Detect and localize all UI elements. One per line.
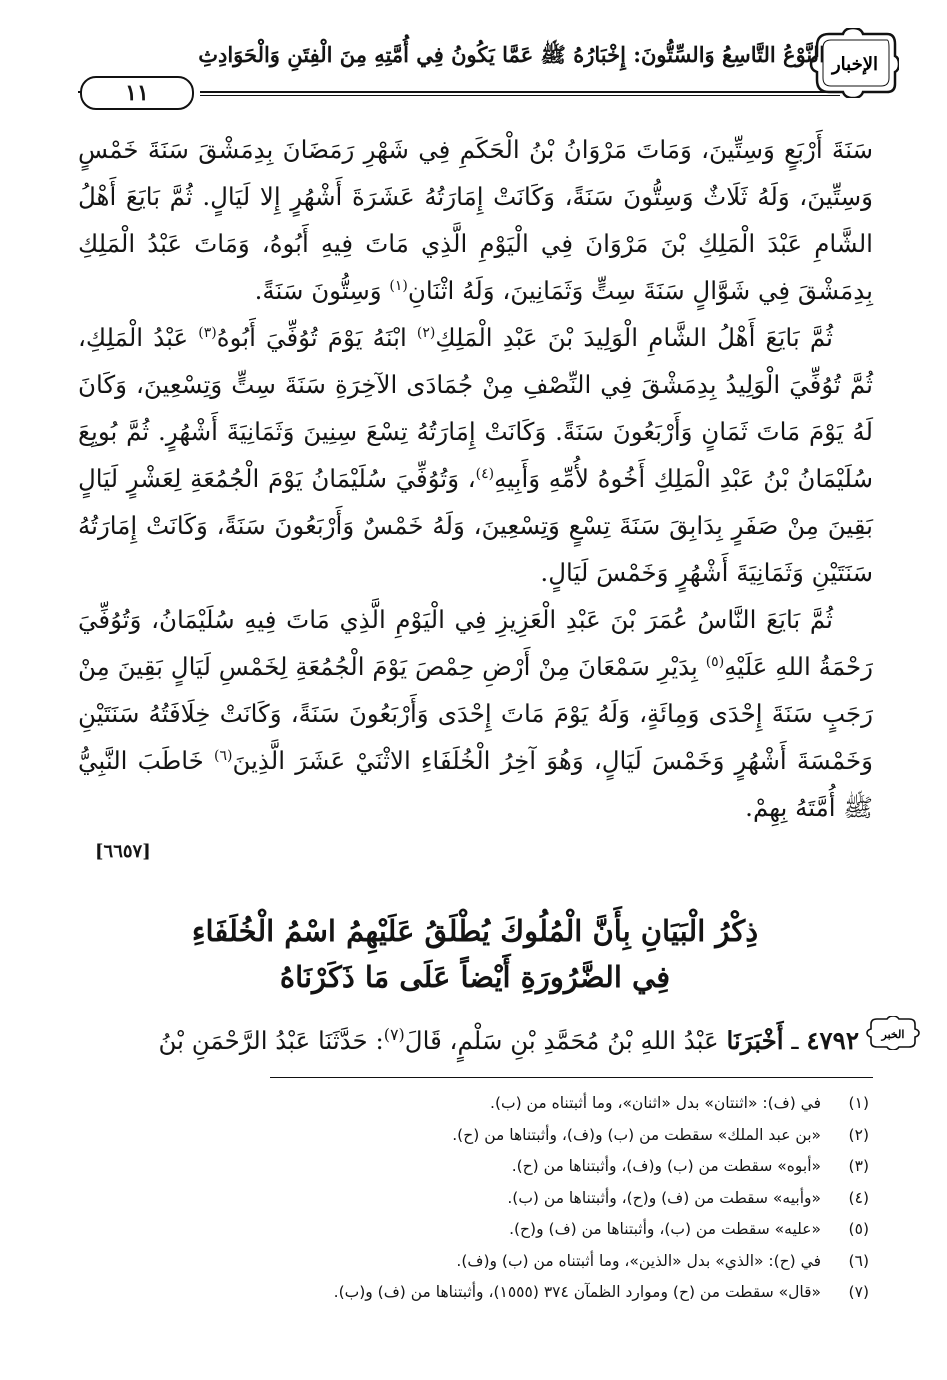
footnote-ref-4: (٤) bbox=[475, 465, 495, 482]
footnote-ref-7: (٧) bbox=[383, 1025, 405, 1044]
header-rule-thin bbox=[200, 95, 840, 96]
paragraph-2: ثُمَّ بَايَعَ أَهْلُ الشَّامِ الْوَلِيدَ بْنَ عَبْدِ الْمَلِكِ$^{(٢)}$ ابْنَهُ يَوْمَ تُوُفِّيَ أَبُوهُ$^{(٣)}$ عَبْدُ الْمَلِكِ، ثُمَّ تُوُفِّيَ الْوَلِيدُ بِدِمَشْقَ فِي النِّصْفِ مِنْ جُمَادَى الآخِرَةِ سَنَةَ سِتٍّ وَتِسْعِينَ، وَكَانَ لَهُ يَوْمَ مَاتَ ثَمَانٍ وَأَرْبَعُونَ سَنَةً. وَكَانَتْ إِمَارَتُهُ تِسْعَ سِنِينَ وَثَمَانِيَةَ أَشْهُرٍ. ثُمَّ بُويِعَ سُلَيْمَانُ بْنُ عَبْدِ الْمَلِكِ أَخُوهُ لأُمِّهِ وَأَبِيهِ$^{(٤)}$، وَتُوُفِّيَ سُلَيْمَانُ يَوْمَ الْجُمُعَةِ لِعَشْرٍ لَيَالٍ بَقِينَ مِنْ صَفَرٍ بِدَابِقَ سَنَةَ تِسْعٍ وَتِسْعِينَ، وَلَهُ خَمْسٌ وَأَرْبَعُونَ سَنَةً، وَكَانَتْ إِمَارَتُهُ سَنَتَيْنِ وَثَمَانِيَةَ أَشْهُرٍ وَخَمْسَ لَيَالٍ. bbox=[78, 323, 873, 587]
footnote-ref-5: (٥) bbox=[705, 653, 725, 670]
hadith-number: ٤٧٩٢ bbox=[806, 1026, 859, 1056]
paragraph-3: ثُمَّ بَايَعَ النَّاسُ عُمَرَ بْنَ عَبْدِ الْعَزِيزِ فِي الْيَوْمِ الَّذِي مَاتَ فِيهِ سُلَيْمَانُ، وَتُوُفِّيَ رَحْمَةُ اللهِ عَلَيْهِ$^{(٥)}$ بِدَيْرِ سَمْعَانَ مِنْ أَرْضِ حِمْصَ يَوْمَ الْجُمُعَةِ لِخَمْسِ لَيَالٍ بَقِينَ مِنْ رَجَبٍ سَنَةَ إِحْدَى وَمِائَةٍ، وَلَهُ يَوْمَ مَاتَ إِحْدَى وَأَرْبَعُونَ سَنَةً، وَكَانَتْ خِلَافَتُهُ سَنَتَيْنِ وَخَمْسَةَ أَشْهُرٍ وَخَمْسَ لَيَالٍ، وَهُوَ آخِرُ الْخُلَفَاءِ الاثْنَيْ عَشَرَ الَّذِينَ$^{(٦)}$ خَاطَبَ النَّبِيُّ ﷺ أُمَّتَهُ بِهِمْ. bbox=[78, 605, 873, 822]
footnote-ref-2: (٢) bbox=[416, 324, 436, 341]
hadith-badge-label: الخبر bbox=[881, 1028, 905, 1041]
hadith-opening-line: ٤٧٩٢ ـ أَخْبَرَنَا عَبْدُ اللهِ بْنُ مُحَمَّدِ بْنِ سَلْمٍ، قَالَ$^{(٧)}$: حَدَّثَنَا عَبْدُ الرَّحْمَنِ بْنُ bbox=[158, 1025, 859, 1056]
footnote-ref-1: (١) bbox=[389, 277, 408, 294]
footnote-1: (١) في (ف): «اثنتان» بدل «اثنان»، وما أثبتناه من (ب). bbox=[490, 1094, 869, 1112]
footnotes bbox=[200, 1088, 869, 1309]
footnote-separator bbox=[270, 1077, 873, 1078]
footnote-7: (٧) «قال» سقطت من (ح) وموارد الظمآن ٣٧٤ (١٥٥٥)، وأثبتناها من (ف) و(ب). bbox=[333, 1283, 869, 1301]
footnote-3: (٣) «أبوه» سقطت من (ب) و(ف)، وأثبتناها من (ح). bbox=[511, 1157, 869, 1175]
footnote-ref-3: (٣) bbox=[198, 324, 217, 341]
chapter-heading-line-1: ذِكْرُ الْبَيَانِ بِأَنَّ الْمُلُوكَ يُطْلَقُ عَلَيْهِمُ اسْمُ الْخُلَفَاءِ bbox=[191, 914, 759, 948]
hadith-badge-icon bbox=[865, 1016, 921, 1050]
hadith-reference-number: [٦٦٥٧] bbox=[95, 841, 151, 862]
page-number: ١١ bbox=[80, 76, 194, 110]
footnote-5: (٥) «عليه» سقطت من (ب)، وأثبتناها من (ف) و(ح). bbox=[509, 1220, 869, 1238]
footnote-2: (٢) «بن عبد الملك» سقطت من (ب) و(ف)، وأثبتناها من (ح). bbox=[452, 1125, 869, 1144]
footnote-6: (٦) في (ح): «الذي» بدل «الذين»، وما أثبتناه من (ب) و(ف). bbox=[456, 1251, 869, 1270]
header-rule bbox=[200, 91, 840, 93]
chapter-heading bbox=[120, 908, 830, 1000]
paragraph-1: سَنَةَ أَرْبَعٍ وَسِتِّينَ، وَمَاتَ مَرْوَانُ بْنُ الْحَكَمِ فِي شَهْرِ رَمَضَانَ بِدِمَشْقَ سَنَةَ خَمْسٍ وَسِتِّينَ، وَلَهُ ثَلَاثٌ وَسِتُّونَ سَنَةً، وَكَانَتْ إِمَارَتُهُ عَشَرَةَ أَشْهُرٍ إِلا لَيَالٍ. ثُمَّ بَايَعَ أَهْلُ الشَّامِ عَبْدَ الْمَلِكِ بْنَ مَرْوَانَ فِي الْيَوْمِ الَّذِي مَاتَ فِيهِ أَبُوهُ، وَمَاتَ عَبْدُ الْمَلِكِ بِدِمَشْقَ فِي شَوَّالٍ سَنَةَ سِتٍّ وَثَمَانِينَ، وَلَهُ اثْنَانِ$^{(١)}$ وَسِتُّونَ سَنَةً. bbox=[78, 135, 873, 305]
footnote-ref-6: (٦) bbox=[213, 747, 233, 764]
section-badge: الإخبار bbox=[831, 54, 879, 75]
main-text bbox=[78, 126, 873, 831]
chapter-heading-line-2: فِي الضَّرُورَةِ أَيْضاً عَلَى مَا ذَكَرْنَاهُ bbox=[279, 960, 671, 994]
footnote-4: (٤) «وأبيه» سقطت من (ف) و(ح)، وأثبتناها من (ب). bbox=[507, 1188, 869, 1207]
akhbarana: أَخْبَرَنَا bbox=[726, 1026, 784, 1056]
running-title: النَّوْعُ التَّاسِعُ وَالسِّتُّونَ: إِخْبَارُهُ ﷺ عَمَّا يَكُونُ فِي أُمَّتِهِ مِنَ الْفِتَنِ وَالْحَوَادِثِ bbox=[198, 42, 825, 67]
